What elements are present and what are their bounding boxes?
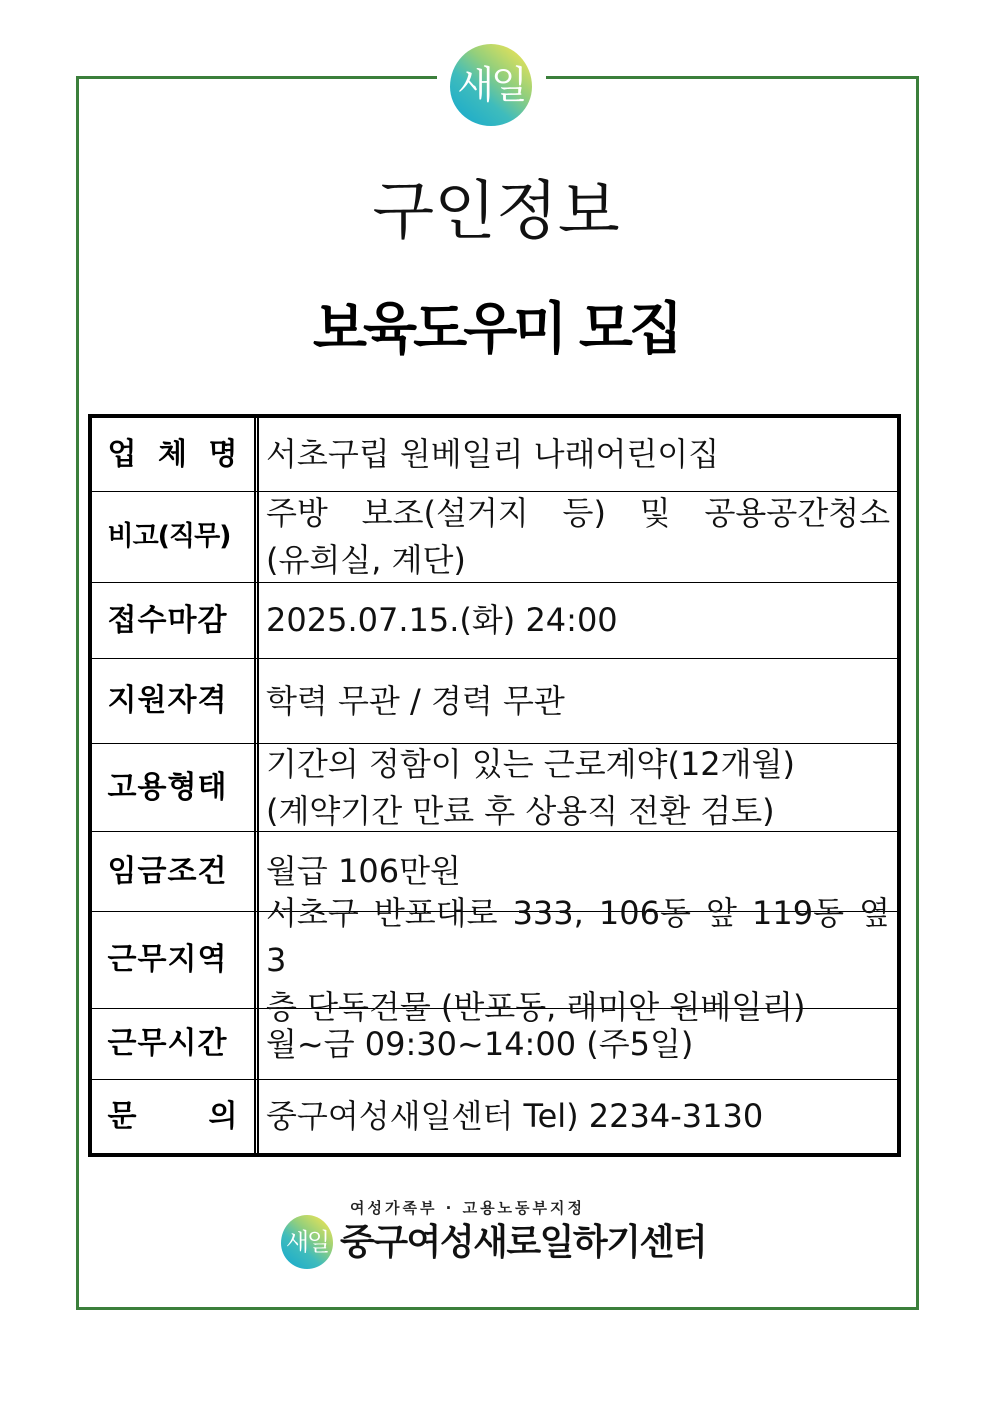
label-cell bbox=[92, 583, 259, 658]
ministry-designation: 여성가족부 · 고용노동부지정 bbox=[349, 1199, 586, 1217]
row-value-line-1: 주방 보조(설거지 등) 및 공용공간청소 bbox=[266, 494, 890, 532]
footer-saeil-logo-text: 새일 bbox=[285, 1228, 329, 1256]
value-cell bbox=[259, 744, 897, 831]
row-value-line-2: (유희실, 계단) bbox=[266, 541, 466, 579]
row-value: 월급 106만원 bbox=[266, 852, 461, 890]
row-value-line-2: 층 단독건물 (반포동, 래미안 원베일리) bbox=[266, 987, 806, 1026]
row-value-line-1: 기간의 정함이 있는 근로계약(12개월) bbox=[266, 744, 795, 783]
row-label: 접수마감 bbox=[107, 602, 228, 638]
label-cell bbox=[92, 912, 259, 1008]
value-cell bbox=[259, 1080, 897, 1153]
row-value-line-1: 서초구 반포대로 333, 106동 앞 119동 옆 3 bbox=[266, 893, 890, 979]
table-row-contact bbox=[92, 1079, 897, 1153]
row-label: 지원자격 bbox=[107, 683, 228, 718]
row-label: 비고(직무) bbox=[107, 521, 231, 552]
row-value: 중구여성새일센터 Tel) 2234-3130 bbox=[266, 1097, 764, 1135]
table-row-location bbox=[92, 893, 897, 1026]
label-cell bbox=[92, 744, 259, 831]
saeil-logo bbox=[450, 44, 532, 126]
table-row-deadline bbox=[92, 582, 897, 658]
saeil-logo-text: 새일 bbox=[457, 63, 525, 107]
label-cell bbox=[92, 492, 259, 582]
value-cell bbox=[259, 893, 897, 1026]
row-label: 임금조건 bbox=[107, 853, 228, 889]
row-label: 근무시간 bbox=[107, 1026, 228, 1061]
row-label: 문 의 bbox=[107, 1098, 239, 1134]
value-cell bbox=[259, 583, 897, 658]
label-cell bbox=[92, 832, 259, 911]
label-cell bbox=[92, 1009, 259, 1079]
table-row-hours bbox=[92, 1008, 897, 1079]
value-cell bbox=[259, 1009, 897, 1079]
row-value: 월~금 09:30~14:00 (주5일) bbox=[266, 1024, 694, 1063]
label-cell bbox=[92, 418, 259, 491]
center-name: 중구여성새로일하기센터 bbox=[340, 1222, 707, 1263]
label-cell bbox=[92, 659, 259, 743]
row-value: 2025.07.15.(화) 24:00 bbox=[266, 601, 618, 639]
row-value-line-2: (계약기간 만료 후 상용직 전환 검토) bbox=[266, 791, 775, 830]
job-info-table bbox=[88, 414, 901, 1157]
label-cell bbox=[92, 1080, 259, 1153]
row-value: 서초구립 원베일리 나래어린이집 bbox=[266, 435, 720, 473]
row-label: 업 체 명 bbox=[107, 436, 239, 472]
page-subtitle: 보육도우미 모집 bbox=[312, 297, 680, 362]
table-row-duty bbox=[92, 491, 897, 582]
table-row-qualification bbox=[92, 658, 897, 743]
row-value: 학력 무관 / 경력 무관 bbox=[266, 681, 565, 720]
row-label: 근무지역 bbox=[107, 942, 228, 977]
value-cell bbox=[259, 418, 897, 491]
row-label: 고용형태 bbox=[107, 769, 228, 805]
value-cell bbox=[259, 492, 897, 582]
table-row-company bbox=[92, 418, 897, 491]
footer-saeil-logo bbox=[281, 1215, 333, 1269]
page-title: 구인정보 bbox=[372, 175, 620, 249]
value-cell bbox=[259, 659, 897, 743]
table-row-employment-type bbox=[92, 743, 897, 831]
